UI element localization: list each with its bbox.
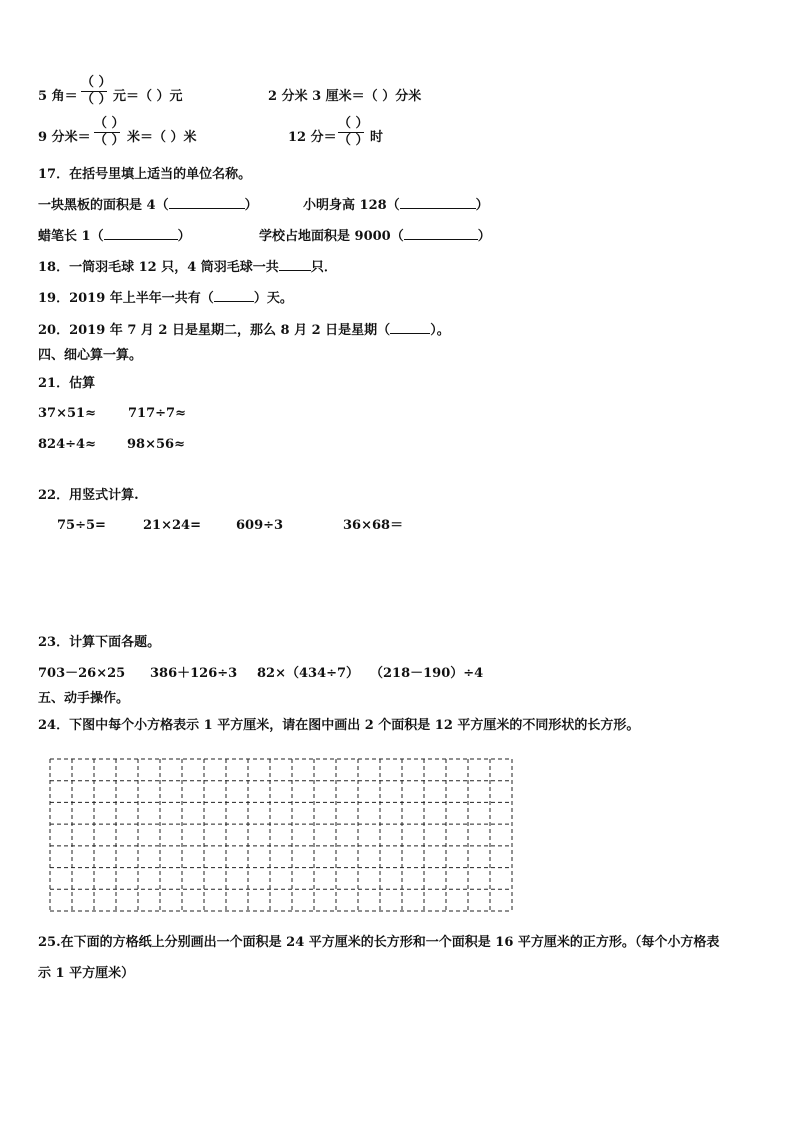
q17-c-close: ） [177, 229, 191, 244]
answer-blank[interactable] [279, 270, 311, 271]
q17-d-text: 学校占地面积是 9000（ [259, 229, 404, 244]
q23-title: 23．计算下面各题。 [38, 635, 161, 650]
square-grid[interactable] [48, 757, 516, 915]
answer-blank[interactable] [214, 301, 254, 302]
fraction-numerator[interactable]: （ ） [81, 75, 112, 90]
answer-blank[interactable] [404, 239, 478, 240]
q17-a-close: ） [244, 198, 258, 213]
q22-item: 609÷3 [236, 518, 284, 533]
answer-blank[interactable] [390, 333, 430, 334]
q17-c-text: 蜡笔长 1（ [38, 229, 104, 244]
q21-title: 21．估算 [38, 376, 96, 391]
q16-a-prefix: 5 角＝ [38, 89, 78, 104]
answer-blank[interactable] [104, 239, 178, 240]
q16-d-fraction [338, 116, 369, 148]
answer-blank[interactable] [169, 208, 245, 209]
q18-suffix: 只． [310, 260, 337, 275]
q20 [38, 323, 450, 339]
q19 [38, 291, 293, 307]
q19-text: 19．2019 年上半年一共有（ [38, 291, 214, 306]
q16-c-prefix: 9 分米＝ [38, 130, 91, 145]
q21-item: 37×51≈ [38, 406, 96, 421]
q17-c [38, 229, 191, 245]
q21-item: 98×56≈ [127, 437, 185, 452]
q22-item: 75÷5= [57, 518, 106, 533]
section-5-heading: 五、动手操作。 [38, 691, 130, 706]
q17-b-close: ） [475, 198, 489, 213]
q18 [38, 260, 337, 276]
q23-item: （218－190）÷4 [370, 666, 484, 681]
q22-title: 22．用竖式计算. [38, 488, 139, 503]
fraction-denominator[interactable]: （ ） [94, 133, 125, 148]
section-4-heading: 四、细心算一算。 [38, 348, 143, 363]
q17-title: 17．在括号里填上适当的单位名称。 [38, 167, 252, 182]
q16-c-fraction [94, 116, 125, 148]
q16-d-suffix: 时 [370, 130, 384, 145]
q22-item: 21×24= [143, 518, 201, 533]
q17-b [303, 198, 489, 214]
q17-a [38, 198, 258, 214]
fraction-numerator[interactable]: （ ） [94, 116, 125, 131]
q17-d-close: ） [477, 229, 491, 244]
q23-item: 82×（434÷7） [257, 666, 360, 681]
q21-item: 717÷7≈ [128, 406, 186, 421]
q16-b: 2 分米 3 厘米＝（ ）分米 [268, 89, 422, 104]
q23-item: 703－26×25 [38, 666, 126, 681]
q20-text: 20．2019 年 7 月 2 日是星期二，那么 8 月 2 日是星期（ [38, 323, 391, 338]
fraction-numerator[interactable]: （ ） [338, 116, 369, 131]
q25-line2: 示 1 平方厘米） [38, 966, 135, 981]
q16-d-prefix: 12 分＝ [288, 130, 337, 145]
fraction-denominator[interactable]: （ ） [338, 133, 369, 148]
answer-blank[interactable] [400, 208, 476, 209]
q16-a-rest: 元＝（ ）元 [113, 89, 183, 104]
q20-suffix: ）。 [430, 323, 450, 338]
q23-item: 386＋126÷3 [150, 666, 238, 681]
q16-a-fraction [81, 75, 112, 107]
q16-c-rest: 米＝（ ）米 [127, 130, 197, 145]
fraction-denominator[interactable]: （ ） [81, 92, 112, 107]
q24-title: 24．下图中每个小方格表示 1 平方厘米，请在图中画出 2 个面积是 12 平方厘米的不同形状的长方形。 [38, 718, 640, 733]
q18-text: 18．一筒羽毛球 12 只，4 筒羽毛球一共 [38, 260, 279, 275]
q21-item: 824÷4≈ [38, 437, 96, 452]
q17-b-text: 小明身高 128（ [303, 198, 400, 213]
q25-line1: 25.在下面的方格纸上分别画出一个面积是 24 平方厘米的长方形和一个面积是 16 平方厘米的正方形。（每个小方格表 [38, 935, 720, 950]
q17-a-text: 一块黑板的面积是 4（ [38, 198, 169, 213]
q22-item: 36×68＝ [343, 518, 404, 533]
q17-d [259, 229, 491, 245]
q19-suffix: ）天。 [253, 291, 293, 306]
